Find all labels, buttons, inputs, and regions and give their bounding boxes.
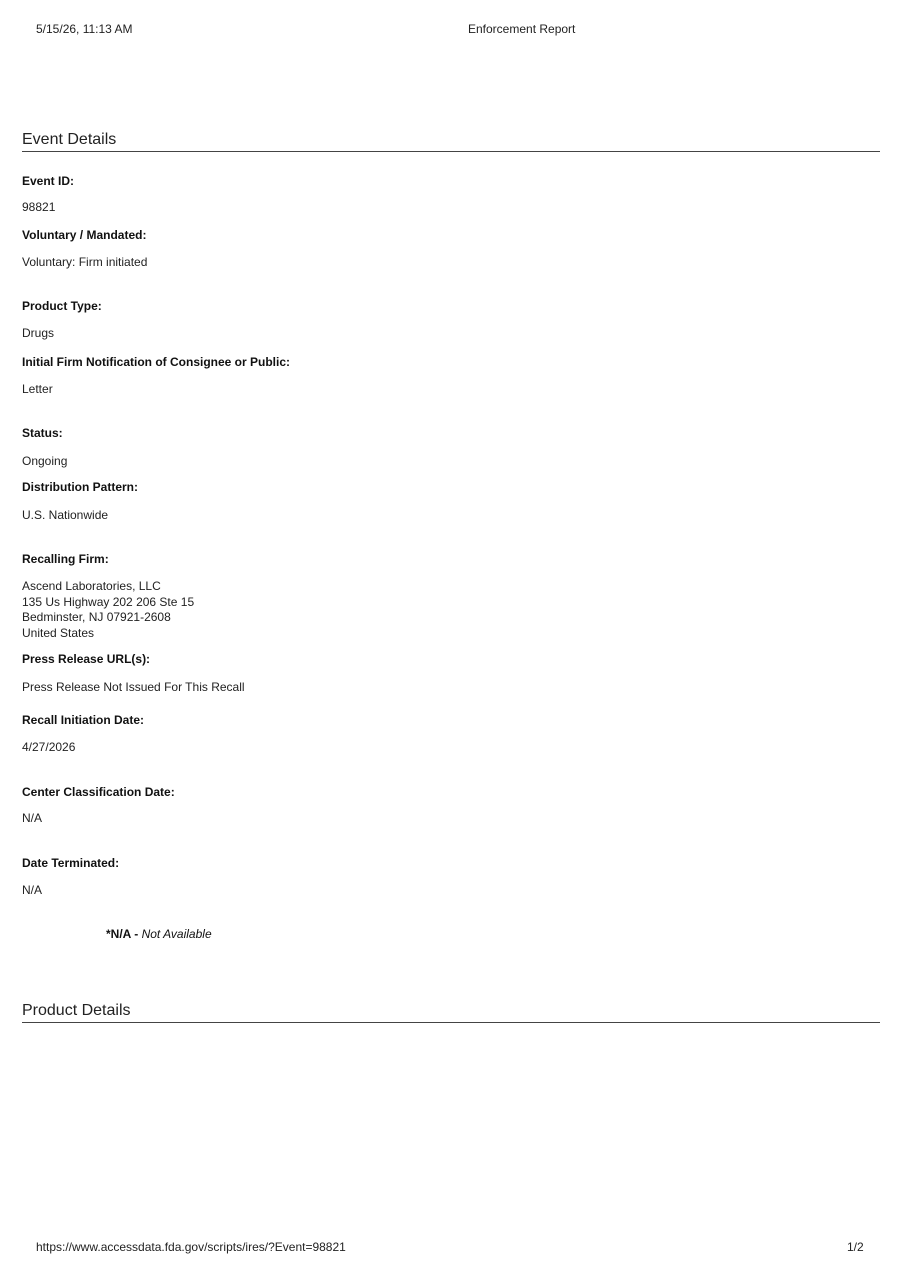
print-footer-url: https://www.accessdata.fda.gov/scripts/ires/?Event=98821 <box>36 1240 346 1254</box>
firm-name: Ascend Laboratories, LLC <box>22 579 161 593</box>
status-label: Status: <box>22 426 63 440</box>
center-classification-date-label: Center Classification Date: <box>22 785 175 799</box>
product-type-label: Product Type: <box>22 299 102 313</box>
status-value: Ongoing <box>22 454 68 468</box>
recall-initiation-date-label: Recall Initiation Date: <box>22 713 145 727</box>
print-header-title: Enforcement Report <box>468 22 576 36</box>
initial-notification-value: Letter <box>22 382 53 396</box>
na-footnote <box>106 927 212 941</box>
event-details-heading: Event Details <box>22 131 880 152</box>
recall-initiation-date-value: 4/27/2026 <box>22 740 76 754</box>
product-details-heading: Product Details <box>22 1002 880 1023</box>
recalling-firm-label: Recalling Firm: <box>22 552 109 566</box>
voluntary-mandated-value: Voluntary: Firm initiated <box>22 255 148 269</box>
firm-city-state-zip: Bedminster, NJ 07921-2608 <box>22 610 171 624</box>
firm-country: United States <box>22 625 95 640</box>
date-terminated-label: Date Terminated: <box>22 856 120 870</box>
distribution-pattern-value: U.S. Nationwide <box>22 508 109 522</box>
na-text: Not Available <box>141 927 212 941</box>
initial-notification-label: Initial Firm Notification of Consignee or Public: <box>22 355 291 369</box>
press-release-label: Press Release URL(s): <box>22 652 151 666</box>
print-timestamp: 5/15/26, 11:13 AM <box>36 22 133 36</box>
distribution-pattern-label: Distribution Pattern: <box>22 480 138 494</box>
na-code: *N/A - <box>106 927 139 941</box>
press-release-value: Press Release Not Issued For This Recall <box>22 680 245 694</box>
voluntary-mandated-label: Voluntary / Mandated: <box>22 228 147 242</box>
product-type-value: Drugs <box>22 326 55 340</box>
print-page-number: 1/2 <box>847 1240 864 1254</box>
event-id-value: 98821 <box>22 200 56 214</box>
date-terminated-value: N/A <box>22 883 43 897</box>
event-id-label: Event ID: <box>22 174 75 188</box>
recalling-firm-address <box>22 579 194 641</box>
firm-street: 135 Us Highway 202 206 Ste 15 <box>22 594 195 609</box>
center-classification-date-value: N/A <box>22 811 43 825</box>
